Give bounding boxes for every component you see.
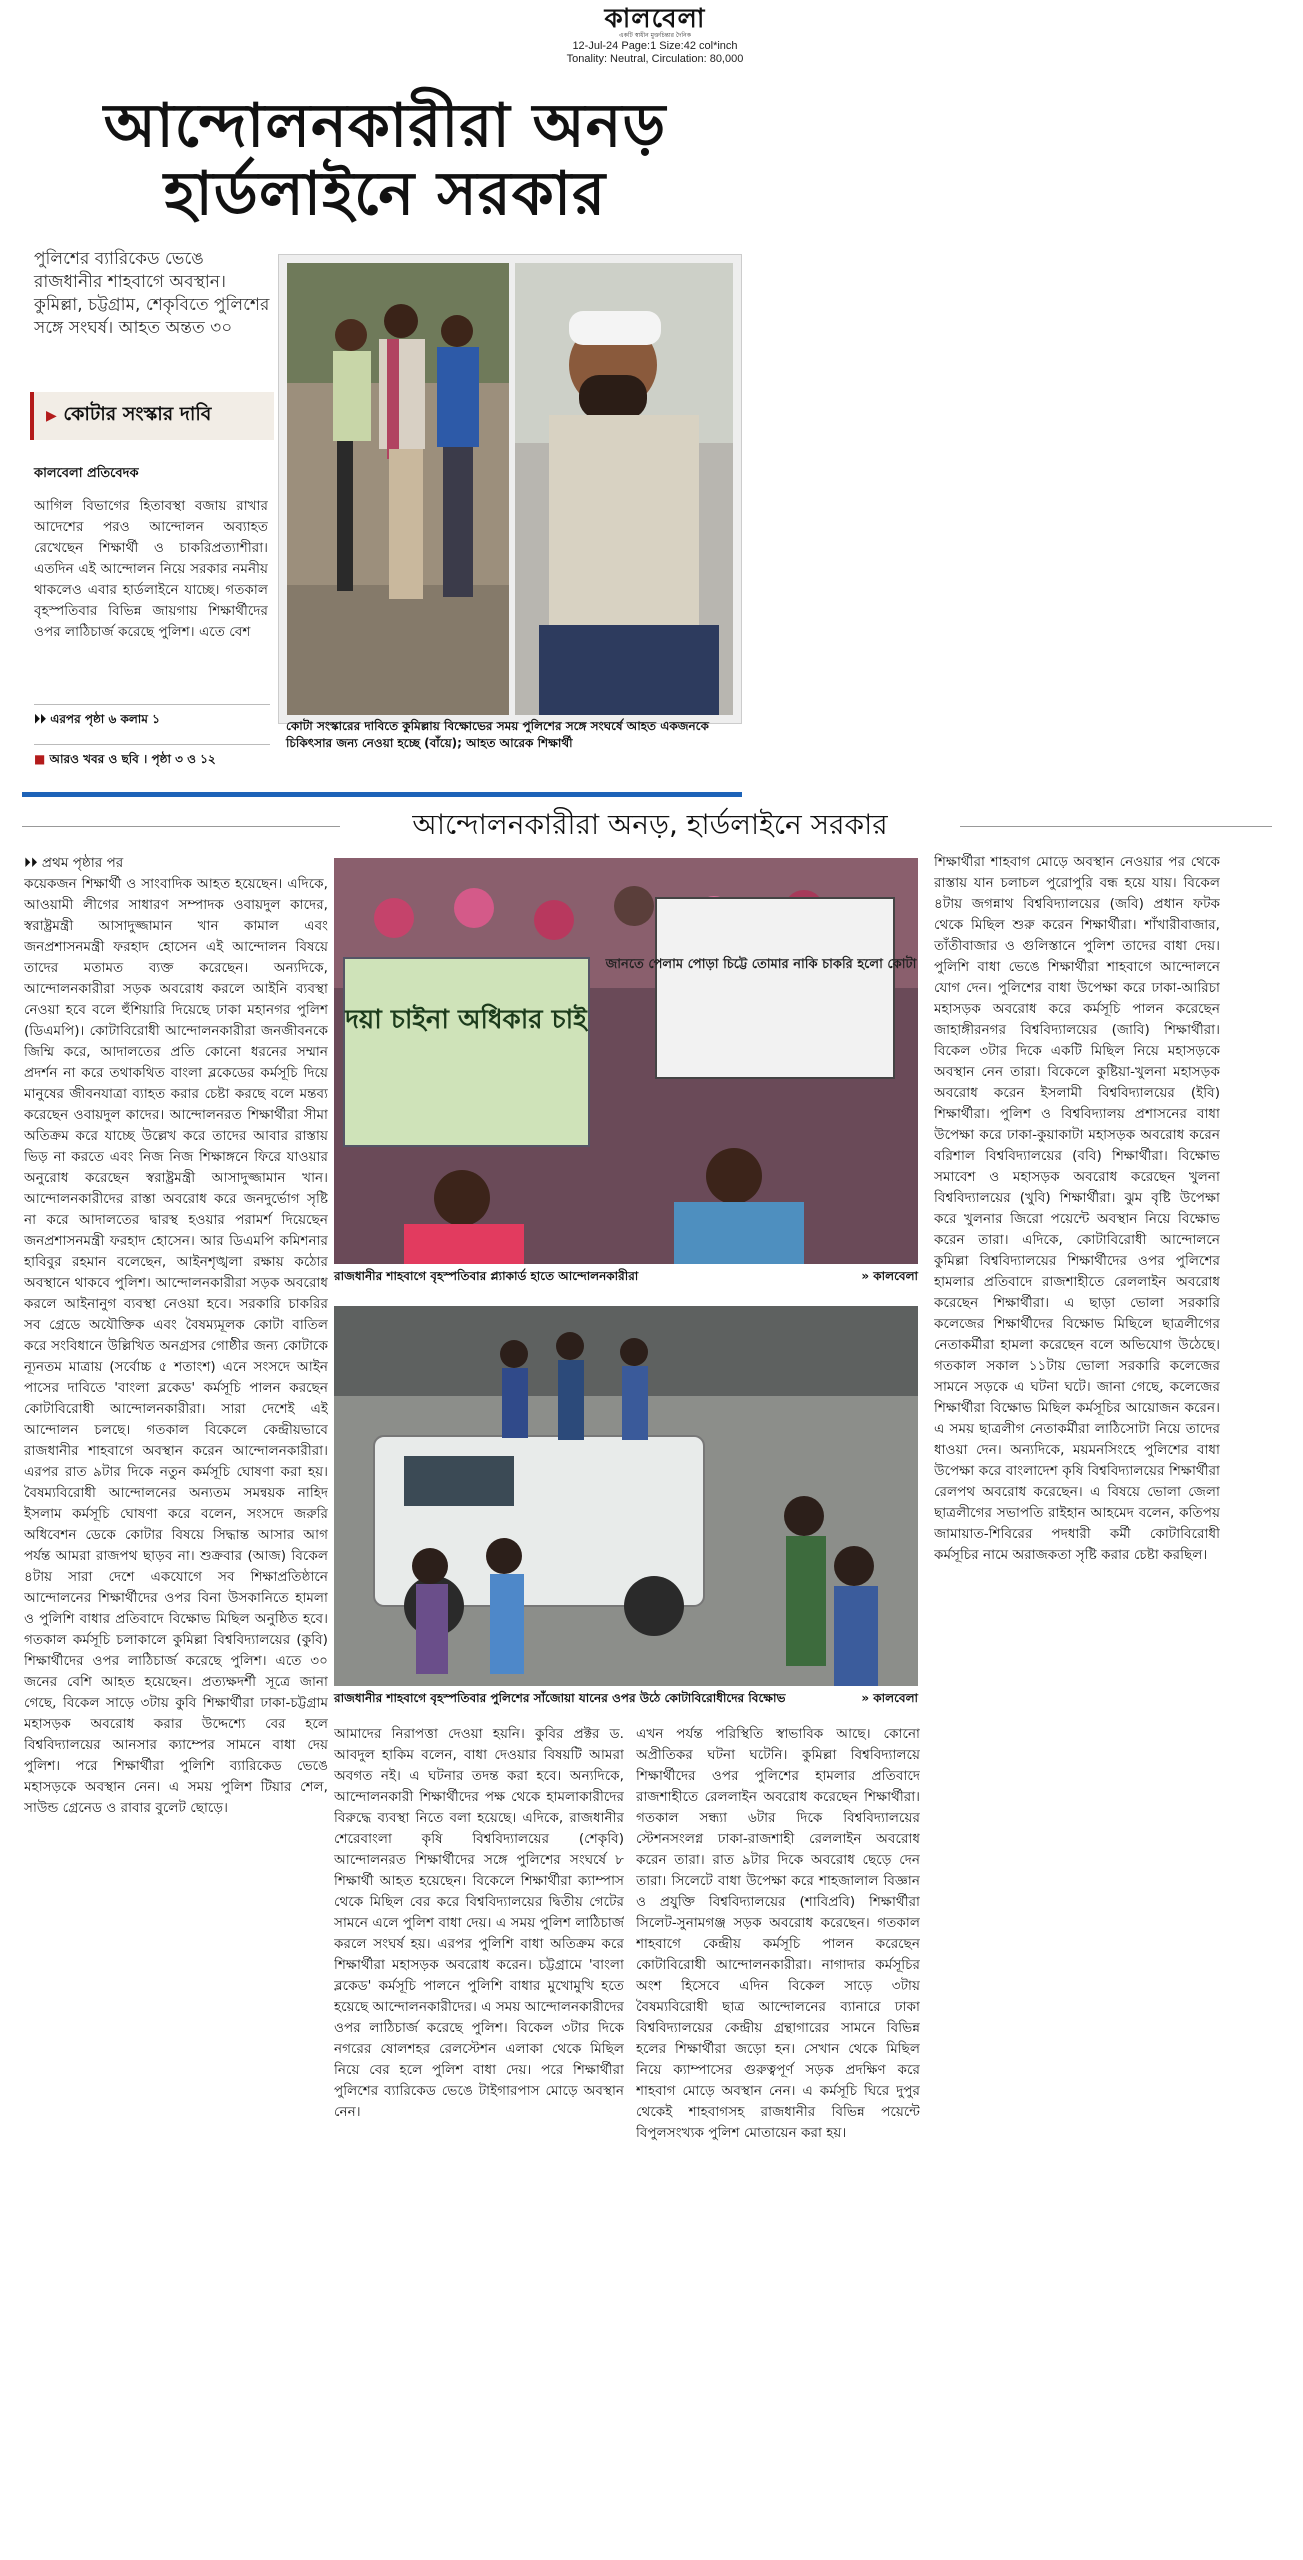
section-divider: [22, 792, 742, 797]
clip-meta-line2: Tonality: Neutral, Circulation: 80,000: [566, 53, 744, 65]
placard-right: [656, 898, 894, 1078]
front-photo-caption: কোটা সংস্কারের দাবিতে কুমিল্লায় বিক্ষোভের সময় পুলিশের সঙ্গে সংঘর্ষে আহত একজনকে চিকিৎসার জন্য নেওয়া হচ্ছে (বাঁয়ে); আহত আরেক শিক্ষার্থী: [286, 719, 709, 750]
front-jump: [34, 704, 270, 731]
masthead: [560, 6, 750, 66]
kicker-text: কোটার সংস্কার দাবি: [63, 403, 212, 425]
front-lede: পুলিশের ব্যারিকেড ভেঙে রাজধানীর শাহবাগে অবস্থান। কুমিল্লা, চট্টগ্রাম, শেকৃবিতে পুলিশের সঙ্গে সংঘর্ষ। আহত অন্তত ৩০: [34, 249, 270, 338]
photo-placards: [334, 858, 918, 1264]
inside-caption-bottom: রাজধানীর শাহবাগে বৃহস্পতিবার পুলিশের সাঁজোয়া যানের ওপর উঠে কোটাবিরোধীদের বিক্ষোভ: [334, 1691, 786, 1705]
placard-left-text: দয়া চাইনা অধিকার চাই: [345, 1005, 587, 1035]
inside-col3-text: এখন পর্যন্ত পরিস্থিতি স্বাভাবিক আছে। কোনো অপ্রীতিকর ঘটনা ঘটেনি। কুমিল্লা বিশ্ববিদ্যালয়ে শিক্ষার্থীদের ওপর পুলিশের হামলার প্রতিবাদে রাজশাহীতে রেললাইন অবরোধ করেছেন শিক্ষার্থীরা। গতকাল সন্ধ্যা ৬টার দিকে বিশ্ববিদ্যালয়ের স্টেশনসংলগ্ন ঢাকা-রাজশাহী রেললাইন অবরোধ করেন তারা। রাত ৯টার দিকে অবরোধ ছেড়ে দেন তারা। সিলেটে বাধা উপেক্ষা করে শাহজালাল বিজ্ঞান ও প্রযুক্তি বিশ্ববিদ্যালয়ের (শাবিপ্রবি) শিক্ষার্থীরা সিলেট-সুনামগঞ্জ সড়ক অবরোধ করেছেন। গতকাল শাহবাগে কেন্দ্রীয় কর্মসূচি পালন করেছেন কোটাবিরোধী আন্দোলনকারীরা। নাগাদার কর্মসূচির অংশ হিসেবে এদিন বিকেল সাড়ে ৩টায় বৈষম্যবিরোধী ছাত্র আন্দোলনের ব্যানারে ঢাকা বিশ্ববিদ্যালয়ের কেন্দ্রীয় গ্রন্থাগারের সামনে বিভিন্ন হলের শিক্ষার্থীরা জড়ো হন। সেখান থেকে মিছিল নিয়ে ক্যাম্পাসের গুরুত্বপূর্ণ সড়ক প্রদক্ষিণ করে শাহবাগ মোড়ে অবস্থান নেন। এ কর্মসূচি ঘিরে দুপুর থেকেই শাহবাগসহ রাজধানীর বিভিন্ন পয়েন্টে বিপুলসংখ্যক পুলিশ মোতায়েন করা হয়।: [636, 1726, 920, 2141]
more-square-icon: ■: [34, 752, 50, 766]
kicker-arrow-icon: ▶: [46, 408, 57, 424]
front-body-text: আগিল বিভাগের হিতাবস্থা বজায় রাখার আদেশের পরও আন্দোলন অব্যাহত রেখেছেন শিক্ষার্থী ও চাকরিপ্রত্যাশীরা। এতদিন এই আন্দোলন নিয়ে সরকার নমনীয় থাকলেও এবার হার্ডলাইনে যাচ্ছে। গতকাল বৃহস্পতিবার বিভিন্ন জায়গায় শিক্ষার্থীদের ওপর লাঠিচার্জ করেছে পুলিশ। এতে বেশ: [34, 498, 268, 640]
inside-col4-text: শিক্ষার্থীরা শাহবাগ মোড়ে অবস্থান নেওয়ার পর থেকে রাস্তায় যান চলাচল পুরোপুরি বন্ধ হয়ে যায়। বিকেল ৪টায় জগন্নাথ বিশ্ববিদ্যালয়ের (জবি) প্রধান ফটক থেকে মিছিল শুরু করেন শিক্ষার্থীরা। শাঁখারীবাজার, তাঁতীবাজার ও গুলিস্তানে পুলিশ তাদের বাধা দেয়। পুলিশি বাধা ভেঙে শিক্ষার্থীরা শাহবাগে আন্দোলনে যোগ দেন। পুলিশের বাধা উপেক্ষা করে ঢাকা-আরিচা মহাসড়ক অবরোধ করে কর্মসূচি পালন করেছেন জাহাঙ্গীরনগর বিশ্ববিদ্যালয়ের (জাবি) শিক্ষার্থীরা। বিকেল ৩টার দিকে একটি মিছিল নিয়ে মহাসড়কে অবস্থান নেন তারা। বিকেলে কুষ্টিয়া-খুলনা মহাসড়ক অবরোধ করেন ইসলামী বিশ্ববিদ্যালয়ের (ইবি) শিক্ষার্থীরা। পুলিশ ও বিশ্ববিদ্যালয় প্রশাসনের বাধা উপেক্ষা করে ঢাকা-কুয়াকাটা মহাসড়ক অবরোধ করেন বরিশাল বিশ্ববিদ্যালয়ের (ববি) শিক্ষার্থীরা। বিক্ষোভ সমাবেশ ও মহাসড়ক অবরোধ করেছেন খুলনা বিশ্ববিদ্যালয়ের (খুবি) শিক্ষার্থীরা। ঝুম বৃষ্টি উপেক্ষা করে খুলনার জিরো পয়েন্টে অবস্থান নিয়ে বিক্ষোভ করেন তারা। এদিকে, কোটাবিরোধী আন্দোলনে কুমিল্লা বিশ্ববিদ্যালয়ের শিক্ষার্থীদের ওপর পুলিশের হামলার প্রতিবাদে রাজশাহীতে রেললাইন অবরোধ করেছেন শিক্ষার্থীরা। এ ছাড়া ভোলা সরকারি কলেজের শিক্ষার্থীদের বিক্ষোভ মিছিলে ছাত্রলীগের নেতাকর্মীরা হামলা করেছেন বলে অভিযোগ উঠেছে। গতকাল সকাল ১১টায় ভোলা সরকারি কলেজের সামনে সড়কে এ ঘটনা ঘটে। জানা গেছে, কলেজের শিক্ষার্থীরা বিক্ষোভ মিছিল কর্মসূচির আয়োজন করেন। এ সময় ছাত্রলীগ নেতাকর্মীরা লাঠিসোটা নিয়ে তাদের ধাওয়া দেন। অন্যদিকে, ময়মনসিংহে পুলিশের বাধা উপেক্ষা করে বাংলাদেশ কৃষি বিশ্ববিদ্যালয়ের শিক্ষার্থীরা রেলপথ অবরোধ করেছেন। এ বিষয়ে ভোলা জেলা ছাত্রলীগের সভাপতি রাইহান আহমেদ বলেন, কতিপয় জামায়াত-শিবিরের পদধারী কর্মী কোটাবিরোধী কর্মসূচির নামে অরাজকতা সৃষ্টি করার চেষ্টা করছিল।: [934, 854, 1220, 1563]
front-photos: [279, 255, 741, 723]
photo-injured-carried: [287, 263, 509, 715]
inside-photo-bottom: [334, 1306, 918, 1686]
inside-col2: [334, 1724, 624, 2534]
jump-arrow-icon: ⏵⏵: [34, 712, 51, 726]
masthead-logo: কালবেলা: [604, 4, 706, 34]
inside-section-title: আন্দোলনকারীরা অনড়, হার্ডলাইনে সরকার: [340, 808, 960, 842]
inside-col3: [636, 1724, 920, 2534]
clip-meta-line1: 12-Jul-24 Page:1 Size:42 col*inch: [572, 40, 738, 52]
credit-arrow-icon: »: [861, 1269, 874, 1283]
inside-photo-top: [334, 858, 918, 1264]
credit-bottom-text: কালবেলা: [873, 1691, 918, 1705]
front-headline-line1: আন্দোলনকারীরা অনড়: [103, 91, 667, 161]
continued-arrow-icon: ⏵⏵: [24, 855, 42, 871]
continued-marker: [24, 852, 328, 875]
inside-col1: [24, 874, 328, 2534]
placard-right-text: জানতে পেলাম পোড়া চিট্টে তোমার নাকি চাকরি হলো কোটা দিয়ে: [605, 957, 918, 972]
credit-top: [826, 1268, 918, 1288]
inside-col1-text: কয়েকজন শিক্ষার্থী ও সাংবাদিক আহত হয়েছেন। এদিকে, আওয়ামী লীগের সাধারণ সম্পাদক ওবায়দুল কাদের, স্বরাষ্ট্রমন্ত্রী আসাদুজ্জামান খান কামাল এবং জনপ্রশাসনমন্ত্রী ফরহাদ হোসেন এই আন্দোলন বিষয়ে তাদের মতামত ব্যক্ত করেছেন। অন্যদিকে, আন্দোলনকারীরা সড়ক অবরোধ করলে আইনি ব্যবস্থা নেওয়া হবে বলে হুঁশিয়ারি দিয়েছে ঢাকা মহানগর পুলিশ (ডিএমপি)। কোটাবিরোধী আন্দোলনকারীরা জনজীবনকে জিম্মি করে, আদালতের প্রতি কোনো ধরনের সম্মান প্রদর্শন না করে তথাকথিত বাংলা ব্লকেডের কর্মসূচি দিয়ে মানুষের জীবনযাত্রা ব্যাহত করার চেষ্টা করছে বলে মন্তব্য করেছেন ওবায়দুল কাদের। আন্দোলনরত শিক্ষার্থীরা সীমা অতিক্রম করে যাচ্ছে উল্লেখ করে তাদের আবার রাস্তায় ভিড় না করতে এবং নিজ নিজ শিক্ষাঙ্গনে ফিরে যাওয়ার অনুরোধ করেছেন স্বরাষ্ট্রমন্ত্রী আসাদুজ্জামান খান। আন্দোলনকারীদের রাস্তা অবরোধ করে জনদুর্ভোগ সৃষ্টি না করে আদালতের দ্বারস্থ হওয়ার পরামর্শ দিয়েছেন জনপ্রশাসনমন্ত্রী ফরহাদ হোসেন। আর ডিএমপি কমিশনার হাবিবুর রহমান বলেছেন, আইনশৃঙ্খলা রক্ষায় কঠোর অবস্থানে থাকবে পুলিশ। আন্দোলনকারীরা সড়ক অবরোধ করলে আইনানুগ ব্যবস্থা নেওয়া হবে। সরকারি চাকরির সব গ্রেডে অযৌক্তিক এবং বৈষম্যমূলক কোটা বাতিল করে সংবিধানে উল্লিখিত অনগ্রসর গোষ্ঠীর জন্য কোটাকে ন্যূনতম মাত্রায় (সর্বোচ্চ ৫ শতাংশ) এনে সংসদে আইন পাসের দাবিতে 'বাংলা ব্লকেড' কর্মসূচি পালন করছেন কোটাবিরোধী আন্দোলনকারীরা। সারা দেশেই এই আন্দোলন চলছে। গতকাল বিকেলে কেন্দ্রীয়ভাবে রাজধানীর শাহবাগে অবস্থান করেন আন্দোলনকারীরা। এরপর রাত ৯টার দিকে নতুন কর্মসূচি ঘোষণা করা হয়। বৈষম্যবিরোধী আন্দোলনের অন্যতম সমন্বয়ক নাহিদ ইসলাম কর্মসূচি ঘোষণা করে বলেন, সংসদে জরুরি অধিবেশন ডেকে কোটার বিষয়ে সিদ্ধান্ত আসার আগ পর্যন্ত আমরা রাজপথ ছাড়ব না। শুক্রবার (আজ) বিকেল ৪টায় সারা দেশে একযোগে সব শিক্ষাপ্রতিষ্ঠানে আন্দোলনের শিক্ষার্থীদের ওপর বিনা উসকানিতে হামলা ও পুলিশি বাধার প্রতিবাদে বিক্ষোভ মিছিল অনুষ্ঠিত হবে। গতকাল কর্মসূচি চলাকালে কুমিল্লা বিশ্ববিদ্যালয়ের (কুবি) শিক্ষার্থীদের ওপর লাঠিচার্জ করেছে পুলিশ। এতে ৩০ জনের বেশি আহত হয়েছেন। প্রত্যক্ষদর্শী সূত্রে জানা গেছে, বিকেল সাড়ে ৩টায় কুবি শিক্ষার্থীরা ঢাকা-চট্টগ্রাম মহাসড়ক অবরোধ করার উদ্দেশ্যে বের হলে বিশ্ববিদ্যালয়ের আনসার ক্যাম্পের সামনে বাধা দেয় পুলিশ। পরে শিক্ষার্থীরা পুলিশি ব্যারিকেড ভেঙে মহাসড়কে অবস্থান নেন। এ সময় পুলিশ টিয়ার শেল, সাউন্ড গ্রেনেড ও রাবার বুলেট ছোড়ে।: [24, 876, 328, 1816]
jump-text: এরপর পৃষ্ঠা ৬ কলাম ১: [50, 712, 160, 726]
continued-text: প্রথম পৃষ্ঠার পর: [41, 855, 124, 871]
front-photo-frame: [278, 254, 742, 724]
more-text: আরও খবর ও ছবি । পৃষ্ঠা ৩ ও ১২: [49, 752, 216, 766]
credit-top-text: কালবেলা: [873, 1269, 918, 1283]
front-kicker: [30, 392, 274, 440]
credit-bottom-arrow-icon: »: [861, 1691, 874, 1705]
inside-caption-top: রাজধানীর শাহবাগে বৃহস্পতিবার প্ল্যাকার্ড হাতে আন্দোলনকারীরা: [334, 1269, 639, 1283]
inside-col4: [934, 852, 1220, 2534]
masthead-tagline: একটি স্বাধীন মুক্তচিন্তার দৈনিক: [619, 32, 691, 39]
front-more: [34, 744, 270, 771]
front-byline: কালবেলা প্রতিবেদক: [34, 466, 139, 481]
inside-col2-text: আমাদের নিরাপত্তা দেওয়া হয়নি। কুবির প্রক্টর ড. আবদুল হাকিম বলেন, বাধা দেওয়ার বিষয়টি আমরা অবগত নই। এ ঘটনার তদন্ত করা হবে। অন্যদিকে, আন্দোলনকারী শিক্ষার্থীদের পক্ষ থেকে হামলাকারীদের বিরুদ্ধে ব্যবস্থা নিতে বলা হয়েছে। এদিকে, রাজধানীর শেরেবাংলা কৃষি বিশ্ববিদ্যালয়ের (শেকৃবি) আন্দোলনরত শিক্ষার্থীদের সঙ্গে পুলিশের সংঘর্ষে ৮ শিক্ষার্থী আহত হয়েছেন। বিকেলে শিক্ষার্থীরা ক্যাম্পাস থেকে মিছিল বের করে বিশ্ববিদ্যালয়ের দ্বিতীয় গেটের সামনে এলে পুলিশ বাধা দেয়। এ সময় পুলিশ লাঠিচার্জ করলে সংঘর্ষ হয়। এরপর পুলিশি বাধা অতিক্রম করে শিক্ষার্থীরা মহাসড়ক অবরোধ করেন। চট্টগ্রামে 'বাংলা ব্লকেড' কর্মসূচি পালনে পুলিশি বাধার মুখোমুখি হতে হয়েছে আন্দোলনকারীদের। এ সময় আন্দোলনকারীদের ওপর লাঠিচার্জ করেছে পুলিশ। বিকেল ৩টার দিকে নগরের ষোলশহর রেলস্টেশন এলাকা থেকে মিছিল নিয়ে বের হলে পুলিশ বাধা দেয়। পরে শিক্ষার্থীরা পুলিশের ব্যারিকেড ভেঙে টাইগারপাস মোড়ে অবস্থান নেন।: [334, 1726, 624, 2120]
front-body: [34, 496, 268, 686]
placard-left: [344, 958, 589, 1146]
front-headline-line2: হার্ডলাইনে সরকার: [163, 159, 607, 229]
credit-bottom: [826, 1690, 918, 1710]
photo-armored-vehicle: [334, 1306, 918, 1686]
front-headline: [40, 92, 730, 228]
photo-bandaged-student: [515, 263, 733, 715]
